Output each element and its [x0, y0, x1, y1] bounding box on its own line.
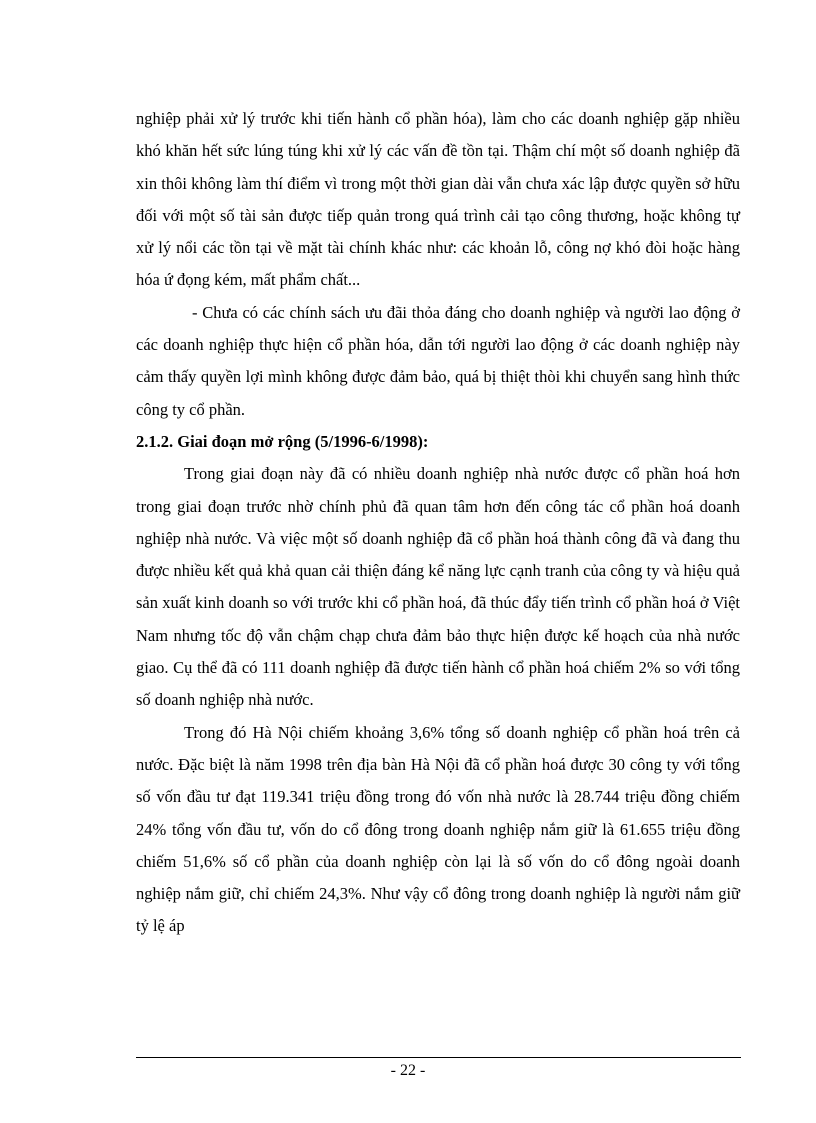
section-heading: 2.1.2. Giai đoạn mở rộng (5/1996-6/1998):	[136, 431, 429, 451]
page-number: - 22 -	[390, 1062, 426, 1079]
paragraph-expansion-phase: Trong giai đoạn này đã có nhiều doanh nghiệp nhà nước được cổ phần hoá hơn trong giai đoạn trước nhờ chính phủ đã quan tâm hơn đến công tác cổ phần hoá doanh nghiệp nhà nước. Và việc một số doanh nghiệp đã cổ phần hoá thành công đã và đang thu được nhiều kết quả khả quan cải thiện đáng kể năng lực cạnh tranh của công ty và hiệu quả sản xuất kinh doanh so với trước khi cổ phần hoá, đã thúc đẩy tiến trình cổ phần hoá ở Việt Nam nhưng tốc độ vẫn chậm chạp chưa đảm bảo thực hiện được kế hoạch của nhà nước giao. Cụ thể đã có 111 doanh nghiệp đã được tiến hành cổ phần hoá chiếm 2% so với tổng số doanh nghiệp nhà nước.	[136, 464, 740, 710]
paragraph-continuation: nghiệp phải xử lý trước khi tiến hành cổ phần hóa), làm cho các doanh nghiệp gặp nhiều khó khăn hết sức lúng túng khi xử lý các vấn đề tồn tại. Thậm chí một số doanh nghiệp đã xin thôi không làm thí điểm vì trong một thời gian dài vẫn chưa xác lập được quyền sở hữu đối với một số tài sản được tiếp quản trong quá trình cải tạo công thương, hoặc không tự xử lý nổi các tồn tại về mặt tài chính khác như: các khoản lỗ, công nợ khó đòi hoặc hàng hóa ứ đọng kém, mất phẩm chất...	[136, 109, 740, 290]
document-body	[136, 103, 740, 943]
footer-divider	[136, 1057, 741, 1058]
paragraph-hanoi-statistics: Trong đó Hà Nội chiếm khoảng 3,6% tổng số doanh nghiệp cổ phần hoá trên cả nước. Đặc biệt là năm 1998 trên địa bàn Hà Nội đã cổ phần hoá được 30 công ty với tổng số vốn đầu tư đạt 119.341 triệu đồng trong đó vốn nhà nước là 28.744 triệu đồng chiếm 24% tổng vốn đầu tư, vốn do cổ đông trong doanh nghiệp nắm giữ là 61.655 triệu đồng chiếm 51,6% số cổ phần của doanh nghiệp còn lại là số vốn do cổ đông ngoài doanh nghiệp nắm giữ, chỉ chiếm 24,3%. Như vậy cổ đông trong doanh nghiệp là người nắm giữ tỷ lệ áp	[136, 722, 740, 936]
paragraph-bullet: - Chưa có các chính sách ưu đãi thỏa đáng cho doanh nghiệp và người lao động ở các doanh nghiệp thực hiện cổ phần hóa, dẫn tới người lao động ở các doanh nghiệp này cảm thấy quyền lợi mình không được đảm bảo, quá bị thiệt thòi khi chuyển sang hình thức công ty cổ phần.	[136, 302, 740, 419]
